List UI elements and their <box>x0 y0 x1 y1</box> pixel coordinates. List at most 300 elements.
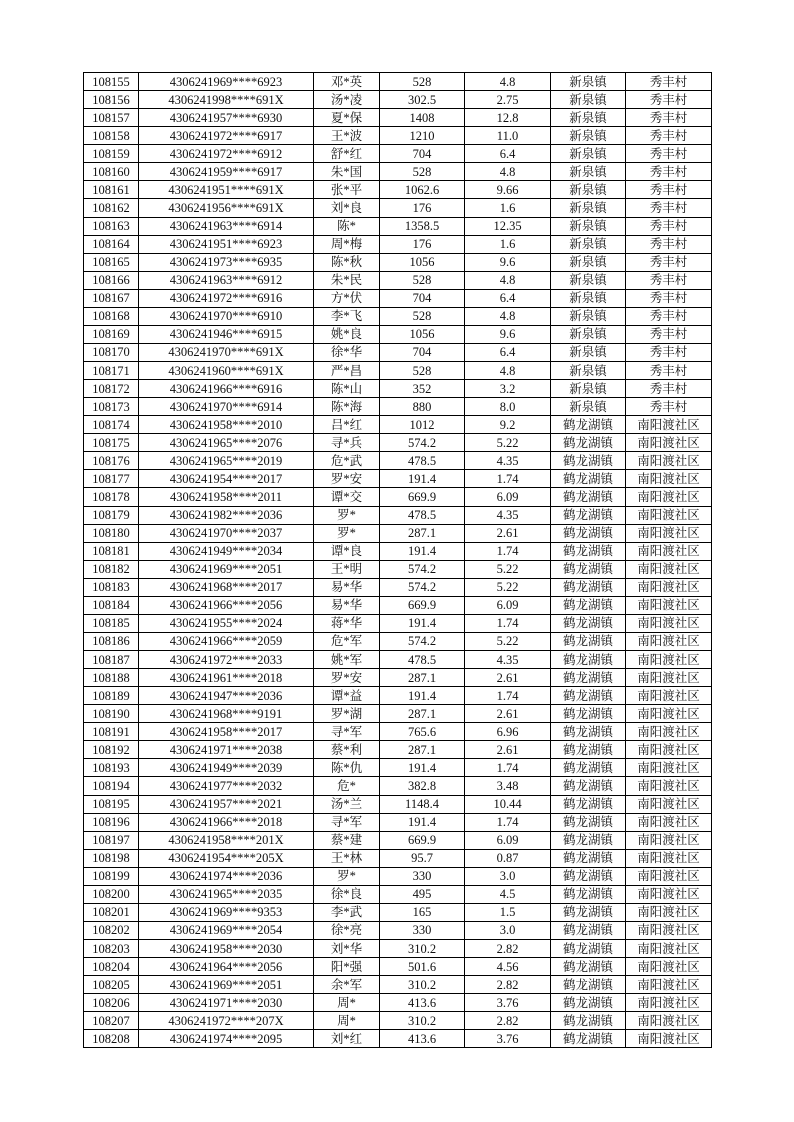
village-cell: 南阳渡社区 <box>626 759 712 777</box>
name-cell: 谭*良 <box>314 542 380 560</box>
table-row <box>84 416 712 434</box>
town-cell: 鹤龙湖镇 <box>551 723 626 741</box>
town-cell: 鹤龙湖镇 <box>551 849 626 867</box>
id-number-cell: 4306241966****2059 <box>139 632 314 650</box>
area-cell: 6.96 <box>465 723 551 741</box>
id-number-cell: 4306241965****2035 <box>139 885 314 903</box>
id-number-cell: 4306241949****2034 <box>139 542 314 560</box>
serial-cell: 108198 <box>84 849 139 867</box>
table-row <box>84 235 712 253</box>
serial-cell: 108160 <box>84 163 139 181</box>
id-number-cell: 4306241963****6912 <box>139 271 314 289</box>
table-row <box>84 813 712 831</box>
name-cell: 危* <box>314 777 380 795</box>
serial-cell: 108204 <box>84 958 139 976</box>
serial-cell: 108183 <box>84 578 139 596</box>
table-row <box>84 325 712 343</box>
town-cell: 鹤龙湖镇 <box>551 958 626 976</box>
table-row <box>84 560 712 578</box>
amount-cell: 1408 <box>380 109 465 127</box>
table-row <box>84 452 712 470</box>
village-cell: 秀丰村 <box>626 163 712 181</box>
id-number-cell: 4306241957****6930 <box>139 109 314 127</box>
town-cell: 新泉镇 <box>551 398 626 416</box>
amount-cell: 382.8 <box>380 777 465 795</box>
amount-cell: 1056 <box>380 253 465 271</box>
serial-cell: 108161 <box>84 181 139 199</box>
table-row <box>84 488 712 506</box>
id-number-cell: 4306241958****201X <box>139 831 314 849</box>
area-cell: 3.0 <box>465 921 551 939</box>
area-cell: 2.61 <box>465 669 551 687</box>
serial-cell: 108168 <box>84 307 139 325</box>
amount-cell: 310.2 <box>380 1012 465 1030</box>
village-cell: 南阳渡社区 <box>626 921 712 939</box>
area-cell: 1.74 <box>465 813 551 831</box>
name-cell: 陈*仇 <box>314 759 380 777</box>
area-cell: 1.74 <box>465 759 551 777</box>
table-row <box>84 380 712 398</box>
serial-cell: 108205 <box>84 976 139 994</box>
table-row <box>84 958 712 976</box>
serial-cell: 108165 <box>84 253 139 271</box>
village-cell: 秀丰村 <box>626 145 712 163</box>
amount-cell: 704 <box>380 343 465 361</box>
village-cell: 南阳渡社区 <box>626 958 712 976</box>
id-number-cell: 4306241954****205X <box>139 849 314 867</box>
village-cell: 秀丰村 <box>626 253 712 271</box>
table-row <box>84 199 712 217</box>
town-cell: 鹤龙湖镇 <box>551 867 626 885</box>
area-cell: 11.0 <box>465 127 551 145</box>
town-cell: 鹤龙湖镇 <box>551 1012 626 1030</box>
serial-cell: 108179 <box>84 506 139 524</box>
id-number-cell: 4306241956****691X <box>139 199 314 217</box>
serial-cell: 108158 <box>84 127 139 145</box>
table-row <box>84 362 712 380</box>
table-row <box>84 940 712 958</box>
id-number-cell: 4306241968****9191 <box>139 705 314 723</box>
village-cell: 秀丰村 <box>626 217 712 235</box>
name-cell: 王*波 <box>314 127 380 145</box>
amount-cell: 669.9 <box>380 831 465 849</box>
id-number-cell: 4306241965****2076 <box>139 434 314 452</box>
name-cell: 徐*华 <box>314 343 380 361</box>
amount-cell: 176 <box>380 199 465 217</box>
serial-cell: 108157 <box>84 109 139 127</box>
area-cell: 6.09 <box>465 488 551 506</box>
name-cell: 刘*华 <box>314 940 380 958</box>
town-cell: 新泉镇 <box>551 181 626 199</box>
village-cell: 南阳渡社区 <box>626 542 712 560</box>
serial-cell: 108203 <box>84 940 139 958</box>
id-number-cell: 4306241972****6916 <box>139 289 314 307</box>
village-cell: 南阳渡社区 <box>626 994 712 1012</box>
area-cell: 0.87 <box>465 849 551 867</box>
serial-cell: 108206 <box>84 994 139 1012</box>
id-number-cell: 4306241969****6923 <box>139 73 314 91</box>
area-cell: 5.22 <box>465 578 551 596</box>
area-cell: 4.8 <box>465 163 551 181</box>
name-cell: 吕*红 <box>314 416 380 434</box>
village-cell: 南阳渡社区 <box>626 885 712 903</box>
name-cell: 罗* <box>314 506 380 524</box>
town-cell: 鹤龙湖镇 <box>551 921 626 939</box>
area-cell: 4.35 <box>465 506 551 524</box>
area-cell: 6.09 <box>465 596 551 614</box>
village-cell: 南阳渡社区 <box>626 831 712 849</box>
id-number-cell: 4306241972****207X <box>139 1012 314 1030</box>
amount-cell: 191.4 <box>380 759 465 777</box>
village-cell: 秀丰村 <box>626 127 712 145</box>
table-row <box>84 289 712 307</box>
town-cell: 鹤龙湖镇 <box>551 578 626 596</box>
village-cell: 秀丰村 <box>626 199 712 217</box>
id-number-cell: 4306241969****2051 <box>139 976 314 994</box>
area-cell: 4.56 <box>465 958 551 976</box>
village-cell: 南阳渡社区 <box>626 470 712 488</box>
name-cell: 王*林 <box>314 849 380 867</box>
table-row <box>84 885 712 903</box>
name-cell: 徐*亮 <box>314 921 380 939</box>
serial-cell: 108173 <box>84 398 139 416</box>
town-cell: 鹤龙湖镇 <box>551 506 626 524</box>
village-cell: 秀丰村 <box>626 289 712 307</box>
town-cell: 鹤龙湖镇 <box>551 669 626 687</box>
amount-cell: 574.2 <box>380 560 465 578</box>
town-cell: 鹤龙湖镇 <box>551 940 626 958</box>
area-cell: 10.44 <box>465 795 551 813</box>
village-cell: 南阳渡社区 <box>626 596 712 614</box>
amount-cell: 574.2 <box>380 434 465 452</box>
id-number-cell: 4306241969****2054 <box>139 921 314 939</box>
area-cell: 12.8 <box>465 109 551 127</box>
village-cell: 南阳渡社区 <box>626 614 712 632</box>
table-row <box>84 741 712 759</box>
name-cell: 寻*军 <box>314 723 380 741</box>
amount-cell: 310.2 <box>380 940 465 958</box>
village-cell: 南阳渡社区 <box>626 452 712 470</box>
serial-cell: 108200 <box>84 885 139 903</box>
id-number-cell: 4306241982****2036 <box>139 506 314 524</box>
name-cell: 夏*保 <box>314 109 380 127</box>
table-row <box>84 759 712 777</box>
area-cell: 4.8 <box>465 307 551 325</box>
village-cell: 秀丰村 <box>626 398 712 416</box>
village-cell: 南阳渡社区 <box>626 849 712 867</box>
area-cell: 4.8 <box>465 271 551 289</box>
town-cell: 鹤龙湖镇 <box>551 524 626 542</box>
town-cell: 新泉镇 <box>551 127 626 145</box>
area-cell: 3.0 <box>465 867 551 885</box>
id-number-cell: 4306241961****2018 <box>139 669 314 687</box>
name-cell: 方*伏 <box>314 289 380 307</box>
serial-cell: 108196 <box>84 813 139 831</box>
name-cell: 易*华 <box>314 578 380 596</box>
serial-cell: 108181 <box>84 542 139 560</box>
serial-cell: 108167 <box>84 289 139 307</box>
serial-cell: 108201 <box>84 903 139 921</box>
town-cell: 鹤龙湖镇 <box>551 651 626 669</box>
serial-cell: 108174 <box>84 416 139 434</box>
serial-cell: 108166 <box>84 271 139 289</box>
id-number-cell: 4306241966****2056 <box>139 596 314 614</box>
village-cell: 南阳渡社区 <box>626 940 712 958</box>
village-cell: 南阳渡社区 <box>626 777 712 795</box>
id-number-cell: 4306241977****2032 <box>139 777 314 795</box>
village-cell: 南阳渡社区 <box>626 488 712 506</box>
id-number-cell: 4306241966****2018 <box>139 813 314 831</box>
amount-cell: 352 <box>380 380 465 398</box>
village-cell: 南阳渡社区 <box>626 416 712 434</box>
area-cell: 1.74 <box>465 614 551 632</box>
serial-cell: 108186 <box>84 632 139 650</box>
name-cell: 蔡*利 <box>314 741 380 759</box>
serial-cell: 108184 <box>84 596 139 614</box>
area-cell: 2.82 <box>465 1012 551 1030</box>
area-cell: 12.35 <box>465 217 551 235</box>
serial-cell: 108187 <box>84 651 139 669</box>
village-cell: 南阳渡社区 <box>626 524 712 542</box>
amount-cell: 310.2 <box>380 976 465 994</box>
id-number-cell: 4306241972****2033 <box>139 651 314 669</box>
serial-cell: 108177 <box>84 470 139 488</box>
name-cell: 刘*良 <box>314 199 380 217</box>
serial-cell: 108175 <box>84 434 139 452</box>
table-row <box>84 632 712 650</box>
amount-cell: 165 <box>380 903 465 921</box>
town-cell: 鹤龙湖镇 <box>551 687 626 705</box>
amount-cell: 287.1 <box>380 669 465 687</box>
name-cell: 严*昌 <box>314 362 380 380</box>
amount-cell: 574.2 <box>380 578 465 596</box>
name-cell: 邓*英 <box>314 73 380 91</box>
town-cell: 新泉镇 <box>551 91 626 109</box>
id-number-cell: 4306241951****691X <box>139 181 314 199</box>
name-cell: 陈*山 <box>314 380 380 398</box>
id-number-cell: 4306241958****2011 <box>139 488 314 506</box>
village-cell: 南阳渡社区 <box>626 867 712 885</box>
table-row <box>84 73 712 91</box>
id-number-cell: 4306241951****6923 <box>139 235 314 253</box>
id-number-cell: 4306241970****6910 <box>139 307 314 325</box>
id-number-cell: 4306241973****6935 <box>139 253 314 271</box>
records-table-body <box>84 73 712 1048</box>
name-cell: 周*梅 <box>314 235 380 253</box>
town-cell: 新泉镇 <box>551 217 626 235</box>
amount-cell: 478.5 <box>380 651 465 669</box>
serial-cell: 108164 <box>84 235 139 253</box>
serial-cell: 108202 <box>84 921 139 939</box>
name-cell: 易*华 <box>314 596 380 614</box>
name-cell: 姚*良 <box>314 325 380 343</box>
serial-cell: 108199 <box>84 867 139 885</box>
name-cell: 危*军 <box>314 632 380 650</box>
town-cell: 鹤龙湖镇 <box>551 1030 626 1048</box>
table-row <box>84 307 712 325</box>
amount-cell: 191.4 <box>380 470 465 488</box>
table-row <box>84 596 712 614</box>
town-cell: 鹤龙湖镇 <box>551 994 626 1012</box>
table-row <box>84 434 712 452</box>
name-cell: 谭*交 <box>314 488 380 506</box>
id-number-cell: 4306241972****6912 <box>139 145 314 163</box>
table-row <box>84 524 712 542</box>
table-row <box>84 145 712 163</box>
area-cell: 9.6 <box>465 325 551 343</box>
area-cell: 1.74 <box>465 470 551 488</box>
area-cell: 4.35 <box>465 651 551 669</box>
name-cell: 汤*凌 <box>314 91 380 109</box>
table-row <box>84 976 712 994</box>
town-cell: 鹤龙湖镇 <box>551 741 626 759</box>
area-cell: 6.4 <box>465 289 551 307</box>
amount-cell: 95.7 <box>380 849 465 867</box>
amount-cell: 574.2 <box>380 632 465 650</box>
amount-cell: 765.6 <box>380 723 465 741</box>
serial-cell: 108180 <box>84 524 139 542</box>
area-cell: 3.48 <box>465 777 551 795</box>
amount-cell: 1012 <box>380 416 465 434</box>
table-row <box>84 614 712 632</box>
village-cell: 南阳渡社区 <box>626 903 712 921</box>
table-row <box>84 398 712 416</box>
amount-cell: 669.9 <box>380 596 465 614</box>
serial-cell: 108169 <box>84 325 139 343</box>
name-cell: 朱*国 <box>314 163 380 181</box>
amount-cell: 1210 <box>380 127 465 145</box>
town-cell: 鹤龙湖镇 <box>551 488 626 506</box>
table-row <box>84 470 712 488</box>
name-cell: 姚*军 <box>314 651 380 669</box>
table-row <box>84 994 712 1012</box>
town-cell: 新泉镇 <box>551 235 626 253</box>
serial-cell: 108155 <box>84 73 139 91</box>
area-cell: 3.76 <box>465 1030 551 1048</box>
serial-cell: 108162 <box>84 199 139 217</box>
area-cell: 6.4 <box>465 343 551 361</box>
village-cell: 南阳渡社区 <box>626 795 712 813</box>
id-number-cell: 4306241947****2036 <box>139 687 314 705</box>
amount-cell: 413.6 <box>380 994 465 1012</box>
amount-cell: 1062.6 <box>380 181 465 199</box>
name-cell: 蒋*华 <box>314 614 380 632</box>
village-cell: 秀丰村 <box>626 380 712 398</box>
name-cell: 陈*秋 <box>314 253 380 271</box>
id-number-cell: 4306241966****6916 <box>139 380 314 398</box>
id-number-cell: 4306241968****2017 <box>139 578 314 596</box>
village-cell: 南阳渡社区 <box>626 434 712 452</box>
id-number-cell: 4306241958****2017 <box>139 723 314 741</box>
town-cell: 鹤龙湖镇 <box>551 885 626 903</box>
town-cell: 鹤龙湖镇 <box>551 614 626 632</box>
amount-cell: 191.4 <box>380 542 465 560</box>
serial-cell: 108163 <box>84 217 139 235</box>
table-row <box>84 921 712 939</box>
name-cell: 王*明 <box>314 560 380 578</box>
table-row <box>84 903 712 921</box>
amount-cell: 528 <box>380 271 465 289</box>
serial-cell: 108170 <box>84 343 139 361</box>
amount-cell: 176 <box>380 235 465 253</box>
id-number-cell: 4306241957****2021 <box>139 795 314 813</box>
name-cell: 陈* <box>314 217 380 235</box>
name-cell: 罗* <box>314 867 380 885</box>
id-number-cell: 4306241971****2030 <box>139 994 314 1012</box>
id-number-cell: 4306241954****2017 <box>139 470 314 488</box>
id-number-cell: 4306241964****2056 <box>139 958 314 976</box>
amount-cell: 501.6 <box>380 958 465 976</box>
amount-cell: 528 <box>380 163 465 181</box>
serial-cell: 108197 <box>84 831 139 849</box>
village-cell: 南阳渡社区 <box>626 723 712 741</box>
id-number-cell: 4306241970****6914 <box>139 398 314 416</box>
table-row <box>84 651 712 669</box>
amount-cell: 1148.4 <box>380 795 465 813</box>
area-cell: 1.74 <box>465 542 551 560</box>
serial-cell: 108194 <box>84 777 139 795</box>
village-cell: 南阳渡社区 <box>626 669 712 687</box>
area-cell: 4.8 <box>465 362 551 380</box>
id-number-cell: 4306241946****6915 <box>139 325 314 343</box>
records-table <box>83 72 712 1048</box>
town-cell: 鹤龙湖镇 <box>551 813 626 831</box>
area-cell: 9.6 <box>465 253 551 271</box>
id-number-cell: 4306241959****6917 <box>139 163 314 181</box>
serial-cell: 108192 <box>84 741 139 759</box>
town-cell: 鹤龙湖镇 <box>551 596 626 614</box>
amount-cell: 191.4 <box>380 813 465 831</box>
area-cell: 3.76 <box>465 994 551 1012</box>
serial-cell: 108185 <box>84 614 139 632</box>
name-cell: 刘*红 <box>314 1030 380 1048</box>
village-cell: 秀丰村 <box>626 73 712 91</box>
area-cell: 5.22 <box>465 560 551 578</box>
town-cell: 鹤龙湖镇 <box>551 632 626 650</box>
table-row <box>84 127 712 145</box>
town-cell: 鹤龙湖镇 <box>551 777 626 795</box>
village-cell: 秀丰村 <box>626 181 712 199</box>
amount-cell: 330 <box>380 867 465 885</box>
area-cell: 2.82 <box>465 976 551 994</box>
id-number-cell: 4306241998****691X <box>139 91 314 109</box>
id-number-cell: 4306241970****2037 <box>139 524 314 542</box>
village-cell: 秀丰村 <box>626 343 712 361</box>
name-cell: 寻*兵 <box>314 434 380 452</box>
village-cell: 南阳渡社区 <box>626 687 712 705</box>
village-cell: 秀丰村 <box>626 362 712 380</box>
amount-cell: 495 <box>380 885 465 903</box>
town-cell: 新泉镇 <box>551 325 626 343</box>
id-number-cell: 4306241965****2019 <box>139 452 314 470</box>
village-cell: 秀丰村 <box>626 271 712 289</box>
id-number-cell: 4306241969****9353 <box>139 903 314 921</box>
town-cell: 新泉镇 <box>551 307 626 325</box>
area-cell: 1.6 <box>465 235 551 253</box>
table-row <box>84 343 712 361</box>
table-row <box>84 777 712 795</box>
area-cell: 8.0 <box>465 398 551 416</box>
table-row <box>84 867 712 885</box>
amount-cell: 669.9 <box>380 488 465 506</box>
town-cell: 鹤龙湖镇 <box>551 976 626 994</box>
village-cell: 南阳渡社区 <box>626 632 712 650</box>
table-row <box>84 705 712 723</box>
id-number-cell: 4306241974****2095 <box>139 1030 314 1048</box>
amount-cell: 191.4 <box>380 614 465 632</box>
village-cell: 南阳渡社区 <box>626 741 712 759</box>
town-cell: 鹤龙湖镇 <box>551 452 626 470</box>
